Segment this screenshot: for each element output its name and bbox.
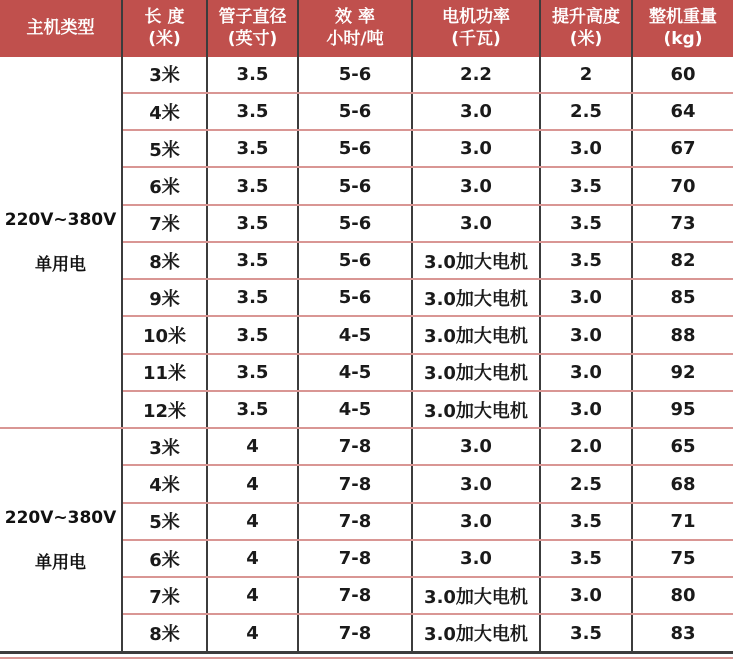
lift-height-cell: 3.0	[540, 354, 632, 391]
machine-type-line2: 单用电	[35, 552, 86, 573]
diameter-cell: 4	[207, 540, 298, 577]
diameter-cell: 3.5	[207, 130, 298, 167]
header-label: 提升高度	[552, 7, 620, 28]
weight-cell: 82	[632, 242, 733, 279]
length-cell: 9米	[122, 279, 207, 316]
weight-cell: 71	[632, 503, 733, 540]
machine-type-line1: 220V~380V	[4, 209, 117, 230]
power-cell: 3.0	[412, 130, 540, 167]
efficiency-cell: 5-6	[298, 242, 412, 279]
lift-height-cell: 3.5	[540, 540, 632, 577]
header-label: 主机类型	[26, 17, 95, 38]
header-label: 电机功率	[442, 7, 510, 28]
header-sublabel: 小时/吨	[326, 28, 384, 49]
header-motor-power	[412, 0, 540, 57]
diameter-cell: 3.5	[207, 57, 298, 93]
power-cell: 3.0加大电机	[412, 242, 540, 279]
length-cell: 8米	[122, 614, 207, 652]
lift-height-cell: 3.5	[540, 614, 632, 652]
diameter-cell: 3.5	[207, 93, 298, 130]
table-row	[0, 57, 733, 93]
bottom-accent-line	[0, 657, 733, 659]
header-length	[122, 0, 207, 57]
diameter-cell: 4	[207, 577, 298, 614]
efficiency-cell: 7-8	[298, 465, 412, 502]
efficiency-cell: 7-8	[298, 540, 412, 577]
power-cell: 3.0加大电机	[412, 614, 540, 652]
efficiency-cell: 4-5	[298, 316, 412, 353]
header-sublabel: (kg)	[663, 28, 703, 49]
length-cell: 3米	[122, 57, 207, 93]
efficiency-cell: 5-6	[298, 279, 412, 316]
header-sublabel: (英寸)	[227, 28, 278, 49]
diameter-cell: 4	[207, 503, 298, 540]
power-cell: 3.0	[412, 428, 540, 465]
diameter-cell: 3.5	[207, 391, 298, 428]
weight-cell: 68	[632, 465, 733, 502]
length-cell: 6米	[122, 167, 207, 204]
weight-cell: 95	[632, 391, 733, 428]
weight-cell: 70	[632, 167, 733, 204]
power-cell: 3.0加大电机	[412, 316, 540, 353]
header-sublabel: (米)	[148, 28, 181, 49]
lift-height-cell: 3.5	[540, 242, 632, 279]
header-label: 效 率	[335, 7, 375, 28]
length-cell: 3米	[122, 428, 207, 465]
efficiency-cell: 4-5	[298, 354, 412, 391]
length-cell: 5米	[122, 503, 207, 540]
machine-type-cell	[0, 57, 122, 428]
power-cell: 3.0	[412, 93, 540, 130]
lift-height-cell: 2.5	[540, 465, 632, 502]
lift-height-cell: 2	[540, 57, 632, 93]
lift-height-cell: 3.0	[540, 130, 632, 167]
efficiency-cell: 5-6	[298, 205, 412, 242]
machine-type-cell	[0, 428, 122, 652]
length-cell: 7米	[122, 205, 207, 242]
table-header	[0, 0, 733, 57]
lift-height-cell: 3.0	[540, 577, 632, 614]
header-pipe-diameter	[207, 0, 298, 57]
header-sublabel: (千瓦)	[451, 28, 501, 49]
weight-cell: 88	[632, 316, 733, 353]
power-cell: 3.0	[412, 205, 540, 242]
header-label: 管子直径	[218, 7, 287, 28]
spec-table-body	[0, 57, 733, 653]
efficiency-cell: 5-6	[298, 93, 412, 130]
weight-cell: 83	[632, 614, 733, 652]
header-efficiency	[298, 0, 412, 57]
efficiency-cell: 7-8	[298, 577, 412, 614]
efficiency-cell: 5-6	[298, 130, 412, 167]
weight-cell: 65	[632, 428, 733, 465]
power-cell: 3.0	[412, 465, 540, 502]
diameter-cell: 3.5	[207, 205, 298, 242]
power-cell: 3.0加大电机	[412, 279, 540, 316]
length-cell: 4米	[122, 93, 207, 130]
length-cell: 11米	[122, 354, 207, 391]
efficiency-cell: 4-5	[298, 391, 412, 428]
length-cell: 4米	[122, 465, 207, 502]
efficiency-cell: 7-8	[298, 428, 412, 465]
header-sublabel: (米)	[569, 28, 603, 49]
power-cell: 2.2	[412, 57, 540, 93]
efficiency-cell: 5-6	[298, 167, 412, 204]
table-row	[0, 428, 733, 465]
power-cell: 3.0加大电机	[412, 354, 540, 391]
header-row	[0, 0, 733, 57]
weight-cell: 64	[632, 93, 733, 130]
diameter-cell: 4	[207, 465, 298, 502]
diameter-cell: 3.5	[207, 279, 298, 316]
lift-height-cell: 3.5	[540, 205, 632, 242]
length-cell: 10米	[122, 316, 207, 353]
weight-cell: 92	[632, 354, 733, 391]
lift-height-cell: 3.0	[540, 279, 632, 316]
power-cell: 3.0加大电机	[412, 577, 540, 614]
machine-type-line2: 单用电	[35, 254, 86, 275]
diameter-cell: 4	[207, 428, 298, 465]
length-cell: 12米	[122, 391, 207, 428]
header-total-weight	[632, 0, 733, 57]
diameter-cell: 3.5	[207, 167, 298, 204]
lift-height-cell: 3.0	[540, 316, 632, 353]
length-cell: 6米	[122, 540, 207, 577]
length-cell: 5米	[122, 130, 207, 167]
header-label: 整机重量	[649, 7, 717, 28]
diameter-cell: 3.5	[207, 316, 298, 353]
lift-height-cell: 3.5	[540, 503, 632, 540]
weight-cell: 67	[632, 130, 733, 167]
weight-cell: 60	[632, 57, 733, 93]
power-cell: 3.0加大电机	[412, 391, 540, 428]
length-cell: 7米	[122, 577, 207, 614]
diameter-cell: 3.5	[207, 242, 298, 279]
weight-cell: 73	[632, 205, 733, 242]
lift-height-cell: 3.5	[540, 167, 632, 204]
efficiency-cell: 7-8	[298, 614, 412, 652]
header-machine-type	[0, 0, 122, 57]
power-cell: 3.0	[412, 540, 540, 577]
efficiency-cell: 7-8	[298, 503, 412, 540]
machine-type-line1: 220V~380V	[4, 507, 117, 528]
power-cell: 3.0	[412, 167, 540, 204]
weight-cell: 80	[632, 577, 733, 614]
weight-cell: 85	[632, 279, 733, 316]
length-cell: 8米	[122, 242, 207, 279]
header-lift-height	[540, 0, 632, 57]
weight-cell: 75	[632, 540, 733, 577]
power-cell: 3.0	[412, 503, 540, 540]
lift-height-cell: 2.5	[540, 93, 632, 130]
lift-height-cell: 2.0	[540, 428, 632, 465]
header-label: 长 度	[144, 7, 185, 28]
lift-height-cell: 3.0	[540, 391, 632, 428]
diameter-cell: 3.5	[207, 354, 298, 391]
diameter-cell: 4	[207, 614, 298, 652]
efficiency-cell: 5-6	[298, 57, 412, 93]
